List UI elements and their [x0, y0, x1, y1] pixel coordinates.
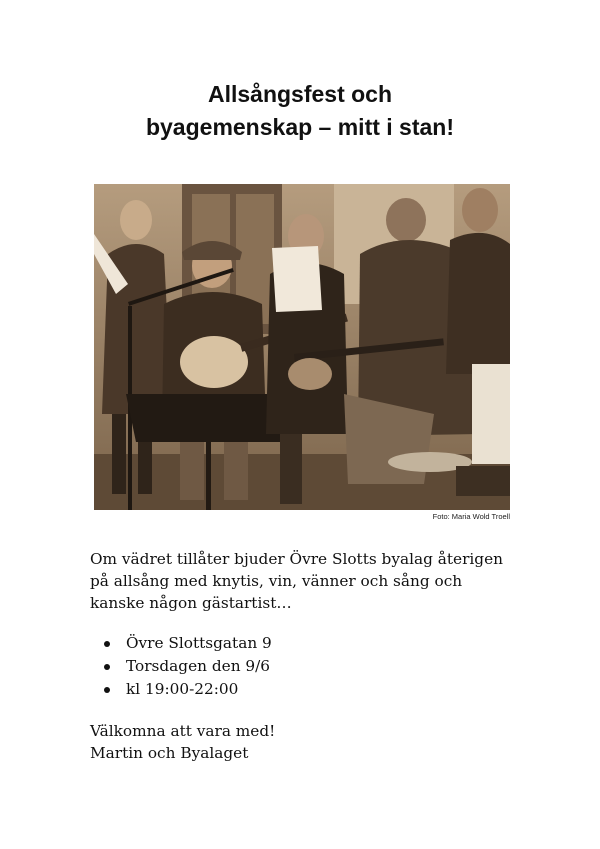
- event-details-list: [90, 632, 272, 701]
- detail-address: [90, 632, 272, 655]
- bullet-icon: [104, 641, 110, 647]
- title-line-1: Allsångsfest och: [207, 81, 393, 107]
- closing-text: [90, 720, 275, 764]
- detail-text: Övre Slottsgatan 9: [126, 634, 272, 652]
- closing-line-1: Välkomna att vara med!: [90, 722, 276, 740]
- band-photo: [94, 184, 510, 510]
- detail-text: kl 19:00-22:00: [126, 680, 239, 698]
- closing-signature: Martin och Byalaget: [90, 744, 249, 762]
- page-title: [0, 78, 600, 144]
- detail-date: [90, 655, 272, 678]
- detail-time: [90, 678, 272, 701]
- photo-caption: Foto: Maria Wold Troell: [432, 512, 510, 521]
- title-line-2: byagemenskap – mitt i stan!: [145, 114, 455, 140]
- detail-text: Torsdagen den 9/6: [126, 657, 271, 675]
- band-photo-illustration: [94, 184, 510, 510]
- bullet-icon: [104, 687, 110, 693]
- bullet-icon: [104, 664, 110, 670]
- intro-paragraph: Om vädret tillåter bjuder Övre Slotts byalag återigen på allsång med knytis, vin, vänner och sång och kanske någon gästartist…: [90, 550, 504, 612]
